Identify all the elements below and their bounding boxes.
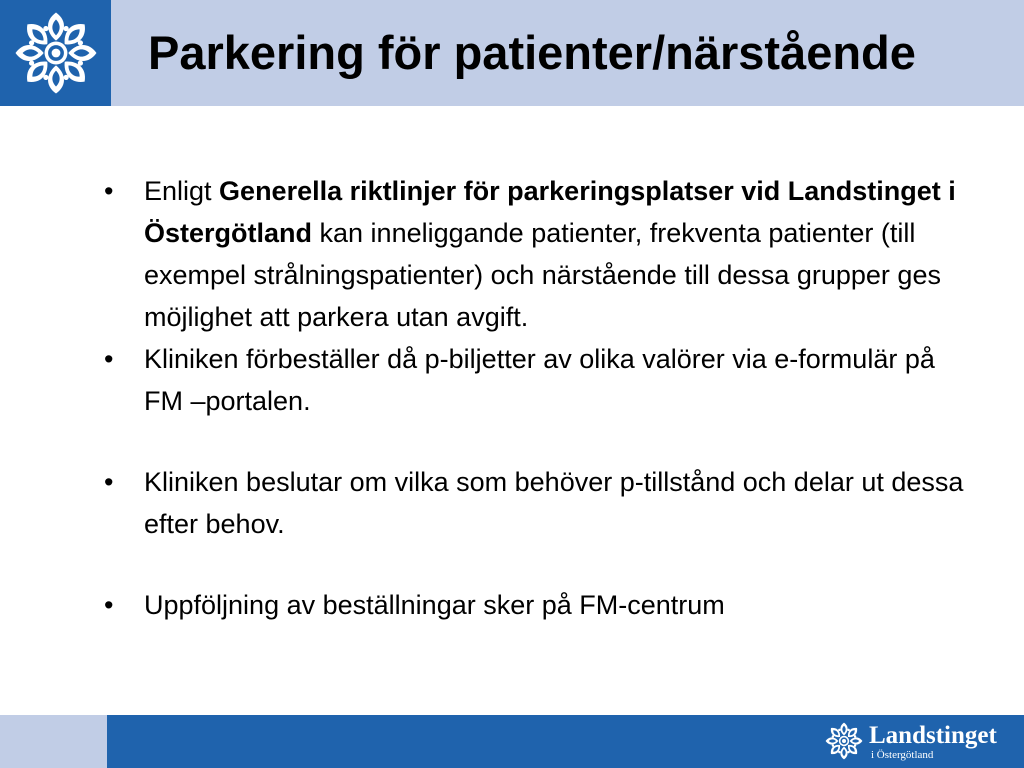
bullet-marker: • bbox=[104, 344, 114, 374]
title-bar bbox=[111, 0, 1024, 106]
bullet-text: Kliniken förbeställer då p-biljetter av olika valörer via e-formulär på FM –portalen. bbox=[144, 344, 935, 416]
header-logo-box bbox=[0, 0, 111, 106]
bullet-text: Uppföljning av beställningar sker på FM-centrum bbox=[144, 590, 725, 620]
footer-left-block bbox=[0, 715, 107, 768]
bullet-text-run: kan inneliggande patienter, frekventa patienter (till exempel strålningspatienter) och närstående till dessa grupper ges möjlighet att parkera utan avgift. bbox=[144, 218, 941, 332]
snowflake-flower-logo-icon bbox=[12, 9, 100, 97]
page-title: Parkering för patienter/närstående bbox=[148, 26, 916, 79]
bullet-marker: • bbox=[104, 176, 114, 206]
brand-name: Landstinget bbox=[869, 721, 997, 749]
bullet-marker: • bbox=[104, 467, 114, 497]
bullet-item bbox=[104, 584, 964, 626]
bullet-marker: • bbox=[104, 590, 114, 620]
bullet-item bbox=[104, 461, 964, 545]
bullet-item bbox=[104, 170, 964, 338]
guideline-reference: Generella riktlinjer för parkeringsplatser vid Landstinget i Östergötland bbox=[144, 176, 956, 248]
snowflake-flower-logo-icon bbox=[824, 721, 864, 761]
brand-region: i Östergötland bbox=[871, 748, 934, 761]
bullet-text: Kliniken beslutar om vilka som behöver p-tillstånd och delar ut dessa efter behov. bbox=[144, 467, 964, 539]
bullet-text bbox=[144, 176, 956, 332]
bullet-list bbox=[104, 170, 964, 626]
bullet-text-run: Enligt bbox=[144, 176, 220, 206]
footer-brand-text bbox=[869, 722, 997, 761]
bullet-item bbox=[104, 338, 964, 422]
footer-brand-logo bbox=[824, 717, 997, 765]
